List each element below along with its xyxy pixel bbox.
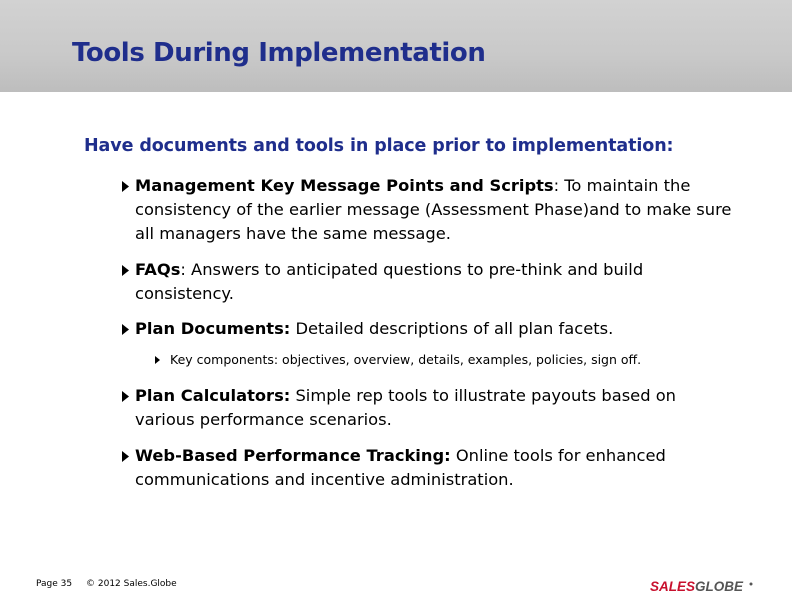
bullet-text [135, 258, 740, 306]
bullet-item-plan-calculators [120, 384, 740, 432]
bullet-item-faqs [120, 258, 740, 306]
lead-statement: Have documents and tools in place prior to implementation: [84, 136, 674, 156]
bullet-item-web-tracking [120, 444, 740, 492]
bullet-description: Online tools for enhanced communications and incentive administration. [135, 446, 666, 489]
bullet-term: Web-Based Performance Tracking: [135, 446, 451, 465]
bullet-term: Plan Calculators: [135, 386, 291, 405]
bullet-arrow-icon [120, 384, 134, 408]
sub-bullet-arrow-icon [154, 350, 166, 370]
slide-title: Tools During Implementation [72, 38, 486, 68]
sub-bullet-text: Key components: objectives, overview, details, examples, policies, sign off. [170, 352, 642, 367]
svg-text:GLOBE: GLOBE [695, 579, 744, 594]
bullet-item-plan-documents [120, 317, 740, 341]
bullet-description: Simple rep tools to illustrate payouts based on various performance scenarios. [135, 386, 676, 429]
bullet-text [135, 317, 740, 341]
svg-text:SALES: SALES [650, 579, 696, 594]
salesglobe-logo [650, 575, 770, 595]
bullet-description: : Answers to anticipated questions to pre-think and build consistency. [135, 260, 644, 303]
bullet-term: Plan Documents: [135, 319, 291, 338]
bullet-description: Detailed descriptions of all plan facets. [290, 319, 614, 338]
sub-bullet-key-components [154, 350, 641, 370]
footer-page-number: Page 35 [36, 579, 73, 589]
bullet-text [135, 444, 740, 492]
bullet-text [135, 384, 740, 432]
bullet-arrow-icon [120, 174, 134, 198]
bullet-item-key-messages [120, 174, 740, 246]
bullet-description: : To maintain the consistency of the earlier message (Assessment Phase)and to make sure all managers have the same message. [135, 176, 732, 243]
bullet-term: FAQs [135, 260, 181, 279]
footer-copyright: © 2012 Sales.Globe [86, 579, 177, 589]
bullet-term: Management Key Message Points and Scripts [135, 176, 554, 195]
bullet-text [135, 174, 740, 246]
bullet-arrow-icon [120, 258, 134, 282]
bullet-arrow-icon [120, 444, 134, 468]
bullet-arrow-icon [120, 317, 134, 341]
